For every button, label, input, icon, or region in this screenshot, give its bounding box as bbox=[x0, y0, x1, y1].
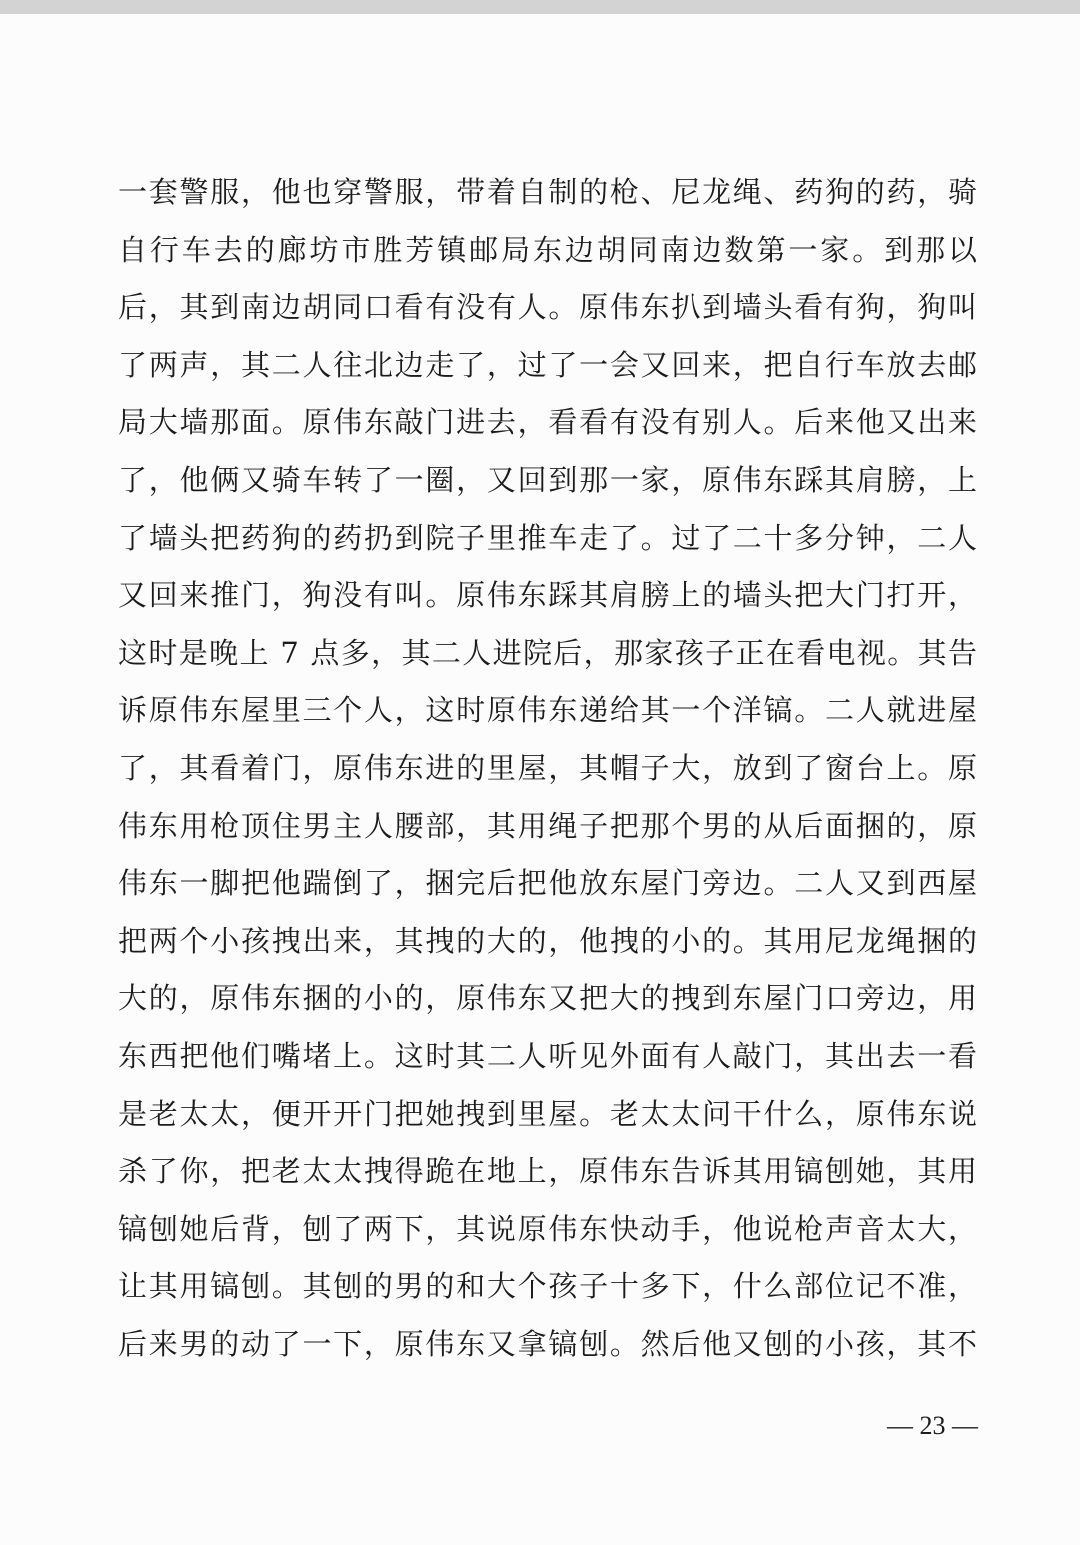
text-line: 镐刨她后背，刨了两下，其说原伟东快动手，他说枪声音太大， bbox=[118, 1211, 978, 1246]
text-line: 后，其到南边胡同口看有没有人。原伟东扒到墙头看有狗，狗叫 bbox=[118, 290, 978, 325]
text-line: 大的，原伟东捆的小的，原伟东又把大的拽到东屋门口旁边，用 bbox=[118, 981, 978, 1016]
text-line: 这时是晚上 7 点多，其二人进院后，那家孩子正在看电视。其告 bbox=[118, 635, 978, 670]
text-line: 杀了你，把老太太拽得跪在地上，原伟东告诉其用镐刨她，其用 bbox=[118, 1154, 978, 1189]
text-line: 局大墙那面。原伟东敲门进去，看看有没有别人。后来他又出来 bbox=[118, 405, 978, 440]
text-line: 伟东一脚把他踹倒了，捆完后把他放东屋门旁边。二人又到西屋 bbox=[118, 866, 978, 901]
text-line: 了，其看着门，原伟东进的里屋，其帽子大，放到了窗台上。原 bbox=[118, 750, 978, 785]
text-line: 伟东用枪顶住男主人腰部，其用绳子把那个男的从后面捆的，原 bbox=[118, 808, 978, 843]
text-line: 一套警服，他也穿警服，带着自制的枪、尼龙绳、药狗的药，骑 bbox=[118, 175, 978, 209]
top-border bbox=[0, 0, 1080, 14]
text-line: 了两声，其二人往北边走了，过了一会又回来，把自行车放去邮 bbox=[118, 347, 978, 382]
text-line: 了，他俩又骑车转了一圈，又回到那一家，原伟东踩其肩膀，上 bbox=[118, 462, 978, 497]
page-number: — 23 — bbox=[887, 1411, 978, 1440]
text-line: 把两个小孩拽出来，其拽的大的，他拽的小的。其用尼龙绳捆的 bbox=[118, 923, 978, 958]
text-line: 让其用镐刨。其刨的男的和大个孩子十多下，什么部位记不准， bbox=[118, 1269, 978, 1304]
text-line: 后来男的动了一下，原伟东又拿镐刨。然后他又刨的小孩，其不 bbox=[118, 1326, 978, 1361]
text-line: 东西把他们嘴堵上。这时其二人听见外面有人敲门，其出去一看 bbox=[118, 1038, 978, 1073]
document-page bbox=[0, 14, 1080, 1545]
text-line: 又回来推门，狗没有叫。原伟东踩其肩膀上的墙头把大门打开， bbox=[118, 578, 978, 613]
body-text bbox=[118, 164, 978, 1373]
text-line: 诉原伟东屋里三个人，这时原伟东递给其一个洋镐。二人就进屋 bbox=[118, 693, 978, 728]
text-line: 自行车去的廊坊市胜芳镇邮局东边胡同南边数第一家。到那以 bbox=[118, 232, 978, 267]
text-line: 了墙头把药狗的药扔到院子里推车走了。过了二十多分钟，二人 bbox=[118, 520, 978, 555]
text-line: 是老太太，便开开门把她拽到里屋。老太太问干什么，原伟东说 bbox=[118, 1096, 978, 1131]
